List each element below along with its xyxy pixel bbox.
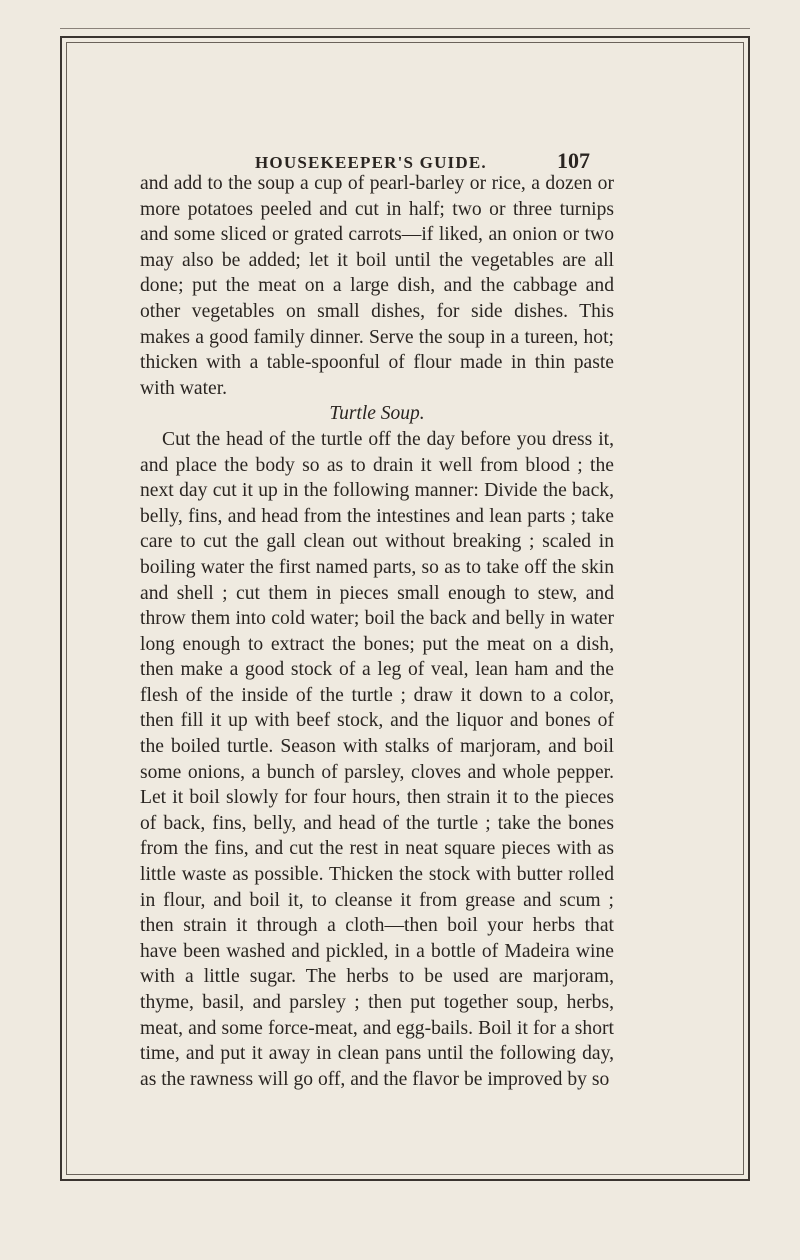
page-body [140,171,614,1092]
page-number: 107 [557,148,590,173]
section-heading-turtle-soup: Turtle Soup. [329,403,425,425]
paragraph-soup-continued: and add to the soup a cup of pearl-barley or rice, a dozen or more potatoes peeled and cut in half; two or three turnips and some sliced or grated carrots—if liked, an onion or two may also be added; let it boil until the vegetables are all done; put the meat on a large dish, and the cabbage and other vegetables on small dishes, for side dishes. This makes a good family dinner. Serve the soup in a tureen, hot; thicken with a table-spoonful of flour made in thin paste with water. [140,173,614,399]
top-rule [60,28,750,29]
paragraph-turtle-soup: Cut the head of the turtle off the day before you dress it, and place the body so as to drain it well from blood ; the next day cut it up in the following manner: Divide the back, belly, fins, and head from the intestines and lean parts ; take care to cut the gall clean out without breaking ; scaled in boiling water the first named parts, so as to take off the skin and shell ; cut them in pieces small enough to stew, and throw them into cold water; boil the back and belly in water long enough to extract the bones; put the meat on a dish, then make a good stock of a leg of veal, lean ham and the flesh of the inside of the turtle ; draw it down to a color, then fill it up with beef stock, and the liquor and bones of the boiled turtle. Season with stalks of marjoram, and boil some onions, a bunch of parsley, cloves and whole pepper. Let it boil slowly for four hours, then strain it to the pieces of back, fins, belly, and head of the turtle ; take the bones from the fins, and cut the rest in neat square pieces with as little waste as possible. Thicken the stock with butter rolled in flour, and boil it, to cleanse it from grease and scum ; then strain it through a cloth—then boil your herbs that have been washed and pickled, in a bottle of Madeira wine with a little sugar. The herbs to be used are marjoram, thyme, basil, and parsley ; then put together soup, herbs, meat, and some force-meat, and egg-bails. Boil it for a short time, and put it away in clean pans until the following day, as the rawness will go off, and the flavor be improved by so [140,428,614,1090]
running-head: HOUSEKEEPER'S GUIDE. [255,153,487,172]
